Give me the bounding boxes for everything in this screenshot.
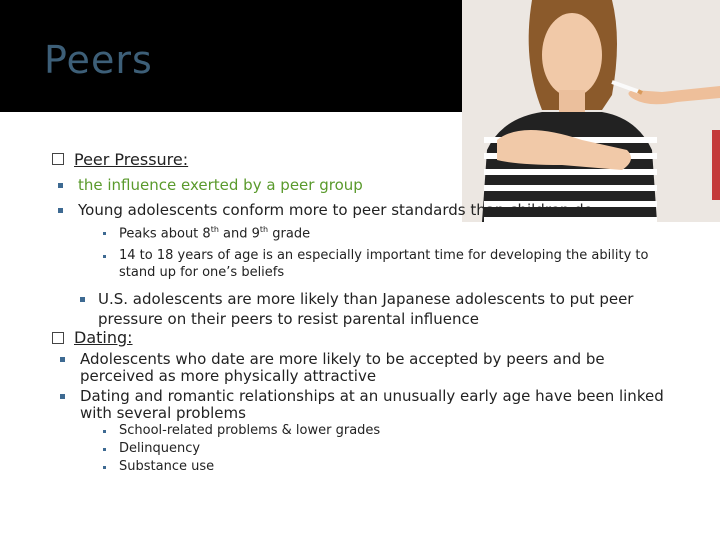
- slide-title: Peers: [44, 38, 153, 82]
- photo: [462, 0, 720, 222]
- square-bullet-icon: [60, 394, 65, 399]
- bullet-text: Dating and romantic relationships at an unusually early age have been linked: [80, 387, 664, 405]
- square-bullet-icon: [58, 208, 63, 213]
- sub-bullet-text: 14 to 18 years of age is an especially important time for developing the ability to: [119, 248, 649, 263]
- bullet-text-continued: perceived as more physically attractive: [80, 367, 377, 385]
- bullet-text: Young adolescents conform more to peer standards than children do: [78, 201, 593, 219]
- bullet-text: the influence exerted by a peer group: [78, 176, 363, 194]
- square-bullet-icon: [60, 357, 65, 362]
- checkbox-bullet-icon: [52, 153, 64, 165]
- square-bullet-icon: [80, 297, 85, 302]
- small-bullet-icon: [103, 448, 106, 451]
- bullet-text: U.S. adolescents are more likely than Japanese adolescents to put peer: [98, 290, 634, 308]
- section-heading-dating: Dating:: [74, 328, 133, 347]
- small-bullet-icon: [103, 430, 106, 433]
- sub-bullet-text: Delinquency: [119, 441, 201, 456]
- small-bullet-icon: [103, 232, 106, 235]
- sub-bullet-text: Peaks about 8th and 9th grade: [119, 225, 311, 242]
- photo-illustration: [462, 0, 720, 222]
- section-heading-peer-pressure: Peer Pressure:: [74, 150, 189, 169]
- sub-bullet-text: Substance use: [119, 459, 215, 474]
- checkbox-bullet-icon: [52, 332, 64, 344]
- bullet-text-continued: with several problems: [80, 404, 246, 422]
- bullet-text-continued: pressure on their peers to resist parental influence: [98, 310, 479, 328]
- square-bullet-icon: [58, 183, 63, 188]
- small-bullet-icon: [103, 255, 106, 258]
- small-bullet-icon: [103, 466, 106, 469]
- sub-bullet-text-continued: stand up for one’s beliefs: [119, 265, 285, 280]
- bullet-text: Adolescents who date are more likely to be accepted by peers and be: [80, 350, 605, 368]
- sub-bullet-text: School-related problems & lower grades: [119, 423, 381, 438]
